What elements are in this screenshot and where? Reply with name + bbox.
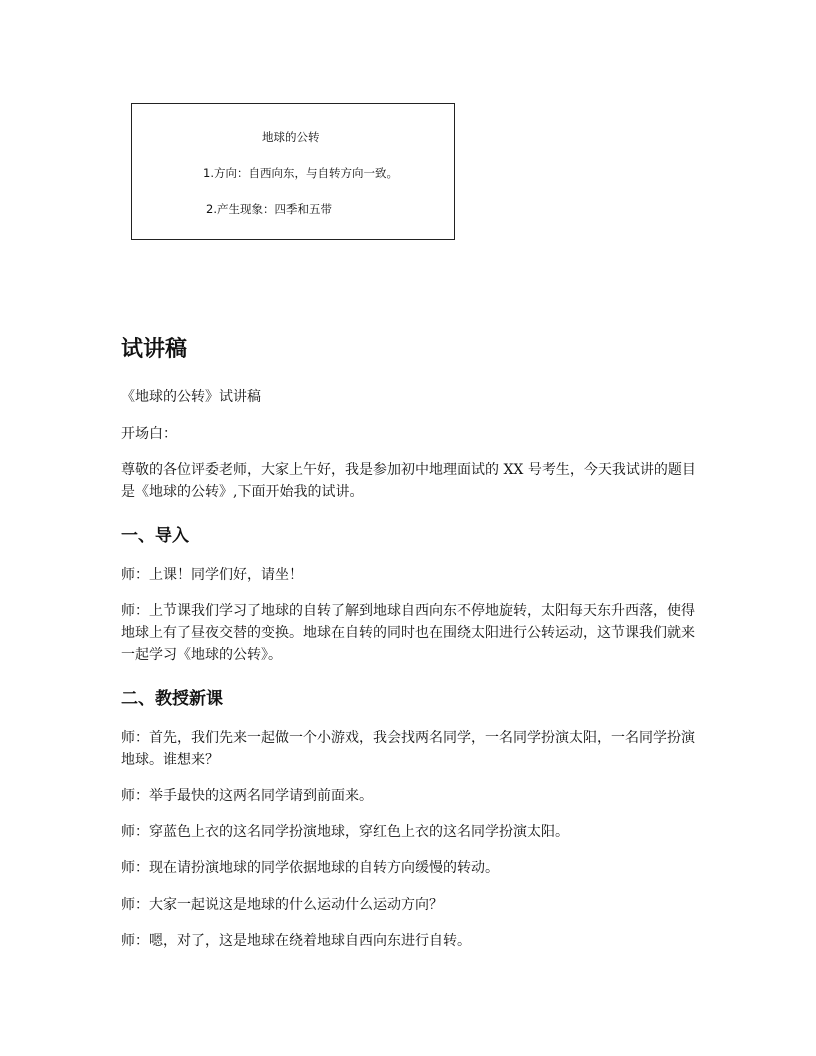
paragraph: 师：上课！同学们好，请坐！: [121, 567, 303, 583]
paragraph: 师：现在请扮演地球的同学依据地球的自转方向缓慢的转动。: [121, 860, 499, 876]
paragraph-subtitle: 《地球的公转》试讲稿: [121, 389, 261, 405]
paragraph-opening-label: 开场白：: [121, 426, 177, 442]
paragraph-opening: 尊敬的各位评委老师，大家上午好，我是参加初中地理面试的 XX 号考生，今天我试讲的题目是《地球的公转》,下面开始我的试讲。: [121, 462, 696, 500]
section-heading-new-lesson: 二、教授新课: [121, 689, 223, 709]
paragraph: 师：穿蓝色上衣的这名同学扮演地球，穿红色上衣的这名同学扮演太阳。: [121, 824, 569, 840]
section-heading-intro: 一、导入: [121, 526, 189, 546]
paragraph: 师：上节课我们学习了地球的自转了解到地球自西向东不停地旋转，太阳每天东升西落，使得地球上有了昼夜交替的变换。地球在自转的同时也在围绕太阳进行公转运动，这节课我们就来一起学习《地球的公转》。: [121, 603, 695, 663]
box-line-2: 2.产生现象：四季和五带: [206, 202, 332, 216]
box-title: 地球的公转: [262, 130, 320, 144]
page-title: 试讲稿: [121, 337, 188, 362]
box-line-1: 1.方向：自西向东，与自转方向一致。: [203, 166, 398, 180]
paragraph: 师：举手最快的这两名同学请到前面来。: [121, 788, 373, 804]
paragraph: 师：首先，我们先来一起做一个小游戏，我会找两名同学，一名同学扮演太阳，一名同学扮演地球。谁想来？: [121, 730, 695, 768]
paragraph: 师：嗯，对了，这是地球在绕着地球自西向东进行自转。: [121, 933, 471, 949]
summary-box: [131, 103, 455, 240]
paragraph: 师：大家一起说这是地球的什么运动什么运动方向？: [121, 897, 443, 913]
